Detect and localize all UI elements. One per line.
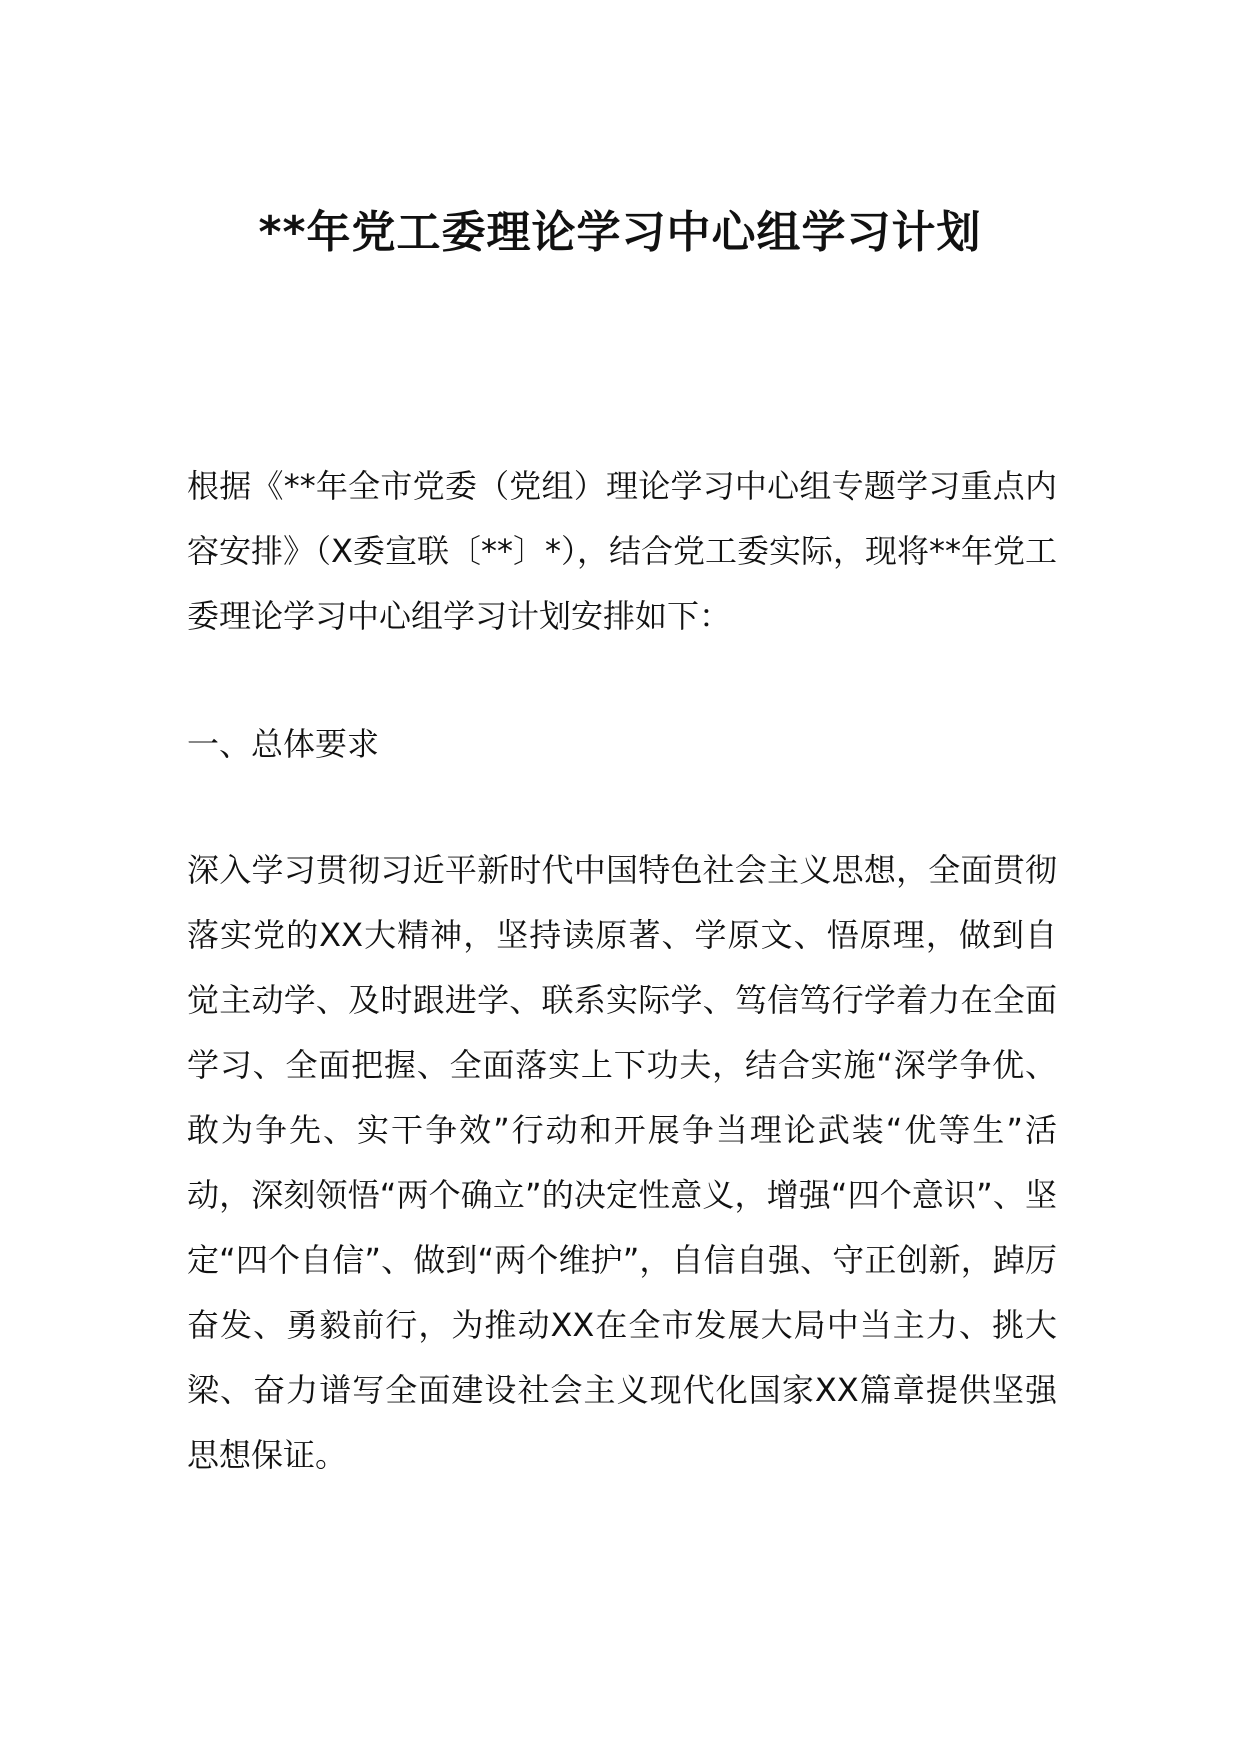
section-body-paragraph: 深入学习贯彻习近平新时代中国特色社会主义思想，全面贯彻落实党的XX大精神，坚持读原著、学原文、悟原理，做到自觉主动学、及时跟进学、联系实际学、笃信笃行学着力在全面学习、全面把握、全面落实上下功夫，结合实施“深学争优、敢为争先、实干争效”行动和开展争当理论武装“优等生”活动，深刻领悟“两个确立”的决定性意义，增强“四个意识”、坚定“四个自信”、做到“两个维护”，自信自强、守正创新，踔厉奋发、勇毅前行，为推动XX在全市发展大局中当主力、挑大梁、奋力谱写全面建设社会主义现代化国家XX篇章提供坚强思想保证。 (187, 851, 1057, 1474)
document-title: **年党工委理论学习中心组学习计划 (258, 207, 982, 258)
section-heading: 一、总体要求 (187, 725, 380, 763)
intro-paragraph: 根据《**年全市党委（党组）理论学习中心组专题学习重点内容安排》（X委宣联〔**〕*），结合党工委实际，现将**年党工委理论学习中心组学习计划安排如下： (187, 467, 1057, 635)
